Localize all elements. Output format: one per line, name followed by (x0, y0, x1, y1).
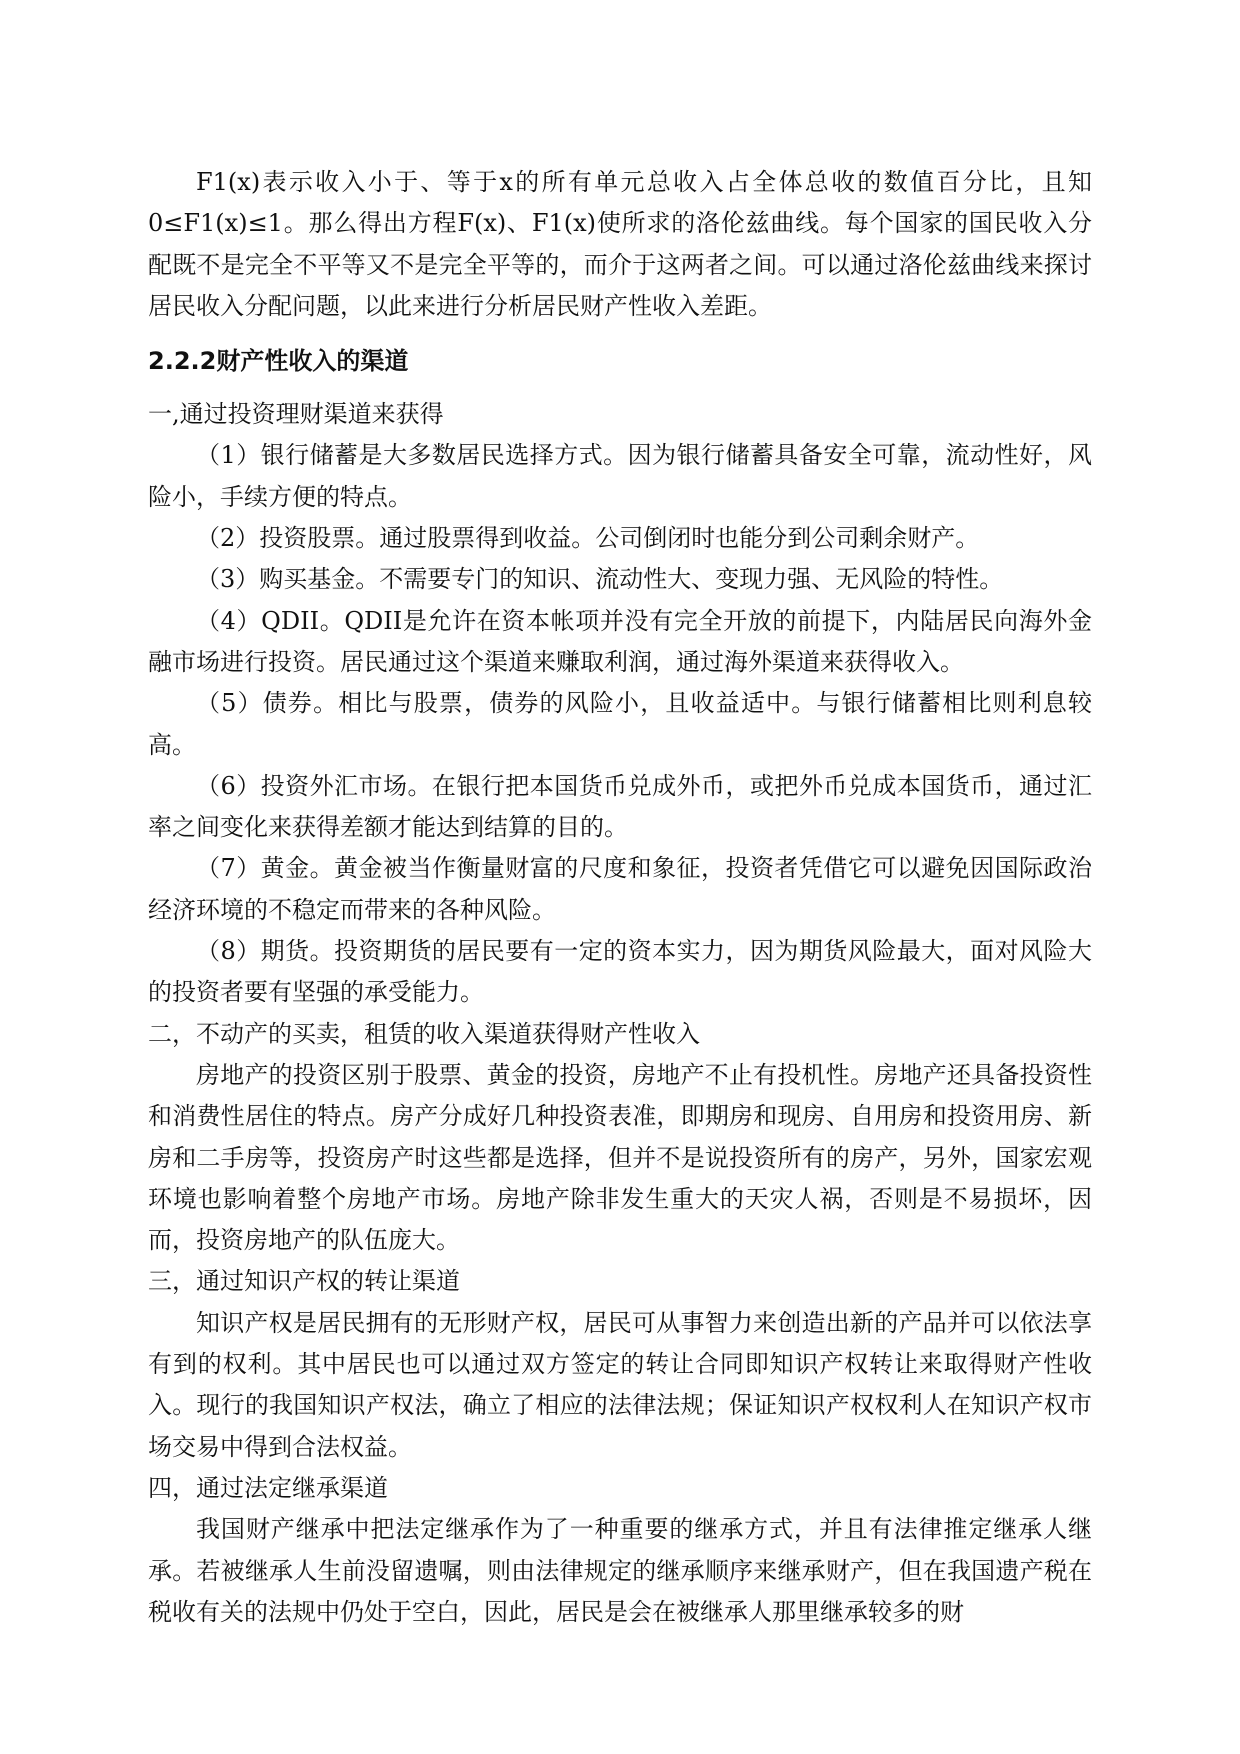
list-item: （5）债券。相比与股票，债券的风险小，且收益适中。与银行储蓄相比则利息较高。 (148, 689, 1092, 759)
part1-heading: 一,通过投资理财渠道来获得 (148, 400, 444, 429)
document-page (148, 162, 1092, 1633)
list-item: （4）QDII。QDII是允许在资本帐项并没有完全开放的前提下，内陆居民向海外金融市场进行投资。居民通过这个渠道来赚取利润，通过海外渠道来获得收入。 (148, 606, 1092, 676)
part4-paragraph: 我国财产继承中把法定继承作为了一种重要的继承方式，并且有法律推定继承人继承。若被继承人生前没留遗嘱，则由法律规定的继承顺序来继承财产，但在我国遗产税在税收有关的法规中仍处于空白，因此，居民是会在被继承人那里继承较多的财 (148, 1515, 1092, 1626)
section-heading: 2.2.2财产性收入的渠道 (148, 347, 409, 376)
intro-paragraph: F1(x)表示收入小于、等于x的所有单元总收入占全体总收的数值百分比，且知0≤F1(x)≤1。那么得出方程F(x)、F1(x)使所求的洛伦兹曲线。每个国家的国民收入分配既不是完全不平等又不是完全平等的，而介于这两者之间。可以通过洛伦兹曲线来探讨居民收入分配问题，以此来进行分析居民财产性收入差距。 (148, 168, 1092, 320)
part4-heading: 四，通过法定继承渠道 (148, 1473, 388, 1502)
list-item: （6）投资外汇市场。在银行把本国货币兑成外币，或把外币兑成本国货币，通过汇率之间变化来获得差额才能达到结算的目的。 (148, 771, 1092, 842)
part3-paragraph: 知识产权是居民拥有的无形财产权，居民可从事智力来创造出新的产品并可以依法享有到的权利。其中居民也可以通过双方签定的转让合同即知识产权转让来取得财产性收入。现行的我国知识产权法，确立了相应的法律法规；保证知识产权权利人在知识产权市场交易中得到合法权益。 (148, 1308, 1092, 1461)
part3-heading: 三，通过知识产权的转让渠道 (148, 1267, 460, 1296)
list-item: （2）投资股票。通过股票得到收益。公司倒闭时也能分到公司剩余财产。 (196, 524, 980, 553)
list-item: （7）黄金。黄金被当作衡量财富的尺度和象征，投资者凭借它可以避免因国际政治经济环境的不稳定而带来的各种风险。 (148, 854, 1092, 924)
part2-heading: 二，不动产的买卖，租赁的收入渠道获得财产性收入 (148, 1019, 700, 1048)
part2-paragraph: 房地产的投资区别于股票、黄金的投资，房地产不止有投机性。房地产还具备投资性和消费性居住的特点。房产分成好几种投资表准，即期房和现房、自用房和投资用房、新房和二手房等，投资房产时这些都是选择，但并不是说投资所有的房产，另外，国家宏观环境也影响着整个房地产市场。房地产除非发生重大的天灾人祸，否则是不易损坏，因而，投资房地产的队伍庞大。 (148, 1060, 1092, 1255)
list-item: （8）期货。投资期货的居民要有一定的资本实力，因为期货风险最大，面对风险大的投资者要有坚强的承受能力。 (148, 937, 1092, 1007)
list-item: （3）购买基金。不需要专门的知识、流动性大、变现力强、无风险的特性。 (196, 565, 1004, 594)
list-item: （1）银行储蓄是大多数居民选择方式。因为银行储蓄具备安全可靠，流动性好，风险小，手续方便的特点。 (148, 441, 1092, 511)
